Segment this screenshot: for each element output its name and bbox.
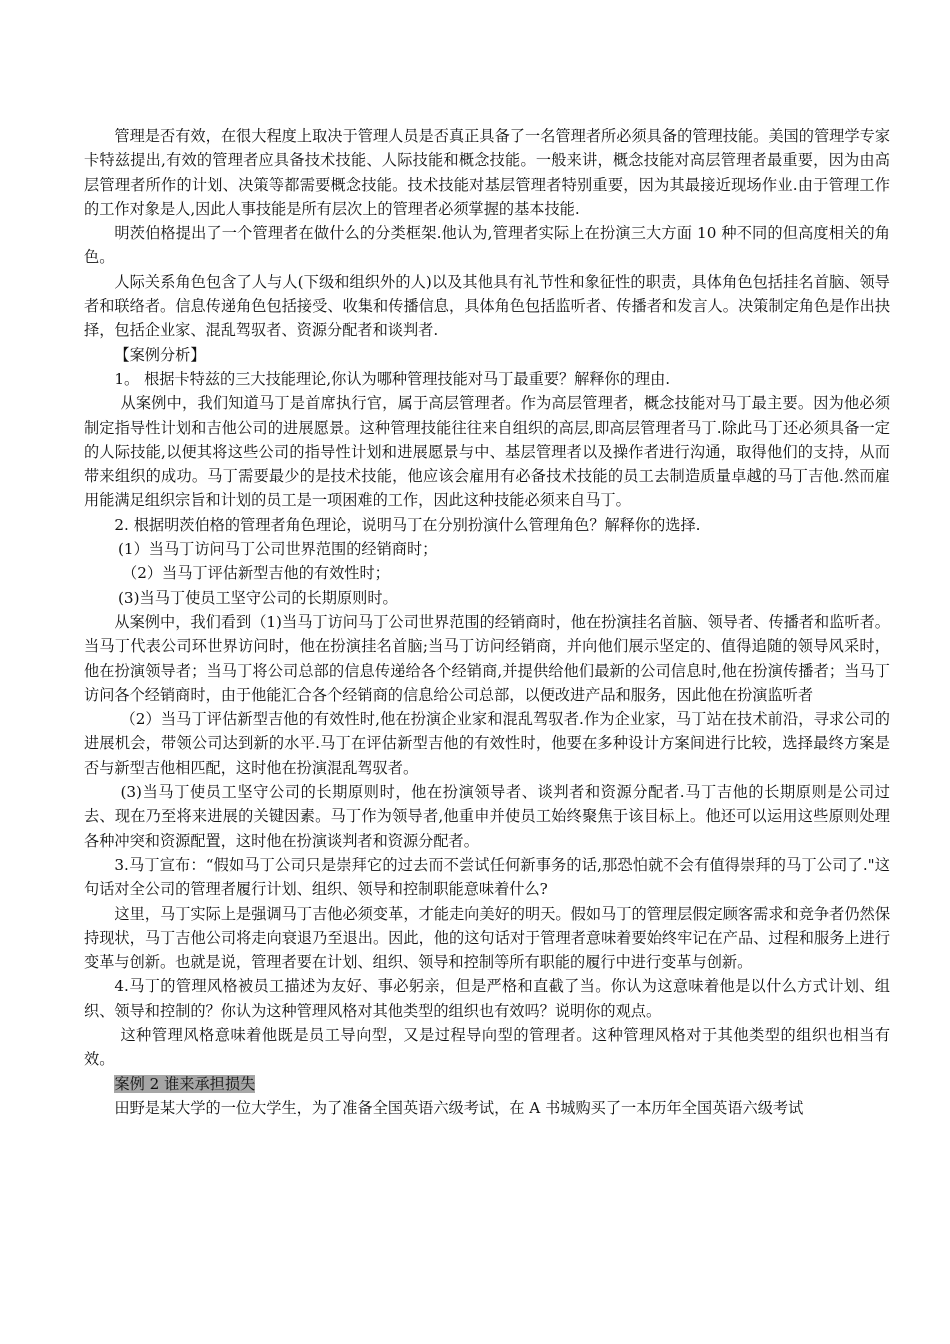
answer-2-part-3: (3)当马丁使员工坚守公司的长期原则时，他在扮演领导者、谈判者和资源分配者.马丁吉他的长期原则是公司过去、现在乃至将来进展的关键因素。马丁作为领导者,他重申并使员工始终聚焦于该目标上。他还可以运用这些原则处理各种冲突和资源配置，这时他在扮演谈判者和资源分配者。 [84, 783, 890, 850]
paragraph-management-skills: 管理是否有效，在很大程度上取决于管理人员是否真正具备了一名管理者所必须具备的管理技能。美国的管理学专家卡特兹提出,有效的管理者应具备技术技能、人际技能和概念技能。一般来讲，概念技能对高层管理者最重要，因为由高层管理者所作的计划、决策等都需要概念技能。技术技能对基层管理者特别重要，因为其最接近现场作业.由于管理工作的工作对象是人,因此人事技能是所有层次上的管理者必须掌握的基本技能. [84, 127, 890, 218]
question-1: 1。 根据卡特兹的三大技能理论,你认为哪种管理技能对马丁最重要？解释你的理由. [114, 369, 671, 388]
case-2-paragraph: 田野是某大学的一位大学生，为了准备全国英语六级考试，在 A 书城购买了一本历年全国英语六级考试 [114, 1098, 804, 1117]
paragraph-mintzberg-framework: 明茨伯格提出了一个管理者在做什么的分类框架.他认为,管理者实际上在扮演三大方面 10 种不同的但高度相关的角色。 [84, 224, 890, 267]
question-2-item-1: (1）当马丁访问马丁公司世界范围的经销商时； [118, 540, 438, 559]
answer-3: 这里，马丁实际上是强调马丁吉他必须变革，才能走向美好的明天。假如马丁的管理层假定顾客需求和竞争者仍然保持现状，马丁吉他公司将走向衰退乃至退出。因此，他的这句话对于管理者意味着要始终牢记在产品、过程和服务上进行变革与创新。也就是说，管理者要在计划、组织、领导和控制等所有职能的履行中进行变革与创新。 [84, 904, 890, 972]
document-page [84, 124, 890, 1120]
case-2-heading: 案例 2 谁来承担损失 [114, 1074, 256, 1093]
answer-1: 从案例中，我们知道马丁是首席执行官，属于高层管理者。作为高层管理者，概念技能对马丁最主要。因为他必须制定指导性计划和吉他公司的进展愿景。这种管理技能往往来自组织的高层,即高层管理者马丁.除此马丁还必须具备一定的人际技能,以便其将这些公司的指导性计划和进展愿景与中、基层管理者以及操作者进行沟通，取得他们的支持，从而带来组织的成功。马丁需要最少的是技术技能，他应该会雇用有必备技术技能的员工去制造质量卓越的马丁吉他.然而雇用能满足组织宗旨和计划的员工是一项困难的工作，因此这种技能必须来自马丁。 [84, 394, 890, 510]
question-4: 4.马丁的管理风格被员工描述为友好、事必躬亲，但是严格和直截了当。你认为这意味着他是以什么方式计划、组织、领导和控制的？你认为这种管理风格对其他类型的组织也有效吗？说明你的观点。 [84, 977, 890, 1020]
answer-4: 这种管理风格意味着他既是员工导向型，又是过程导向型的管理者。这种管理风格对于其他类型的组织也相当有效。 [84, 1025, 890, 1069]
case-analysis-heading: 【案例分析】 [114, 345, 206, 364]
question-2: 2. 根据明茨伯格的管理者角色理论，说明马丁在分别扮演什么管理角色？解释你的选择. [114, 515, 701, 534]
case-2-heading-line [84, 1072, 890, 1096]
question-2-item-3: (3)当马丁使员工坚守公司的长期原则时。 [118, 588, 398, 607]
question-2-item-2: （2）当马丁评估新型吉他的有效性时； [122, 564, 390, 583]
paragraph-roles: 人际关系角色包含了人与人(下级和组织外的人)以及其他具有礼节性和象征性的职责，具体角色包括挂名首脑、领导者和联络者。信息传递角色包括接受、收集和传播信息，具体角色包括监听者、传播者和发言人。决策制定角色是作出抉择，包括企业家、混乱驾驭者、资源分配者和谈判者. [84, 272, 890, 340]
question-3: 3.马丁宣布：“假如马丁公司只是崇拜它的过去而不尝试任何新事务的话,那恐怕就不会有值得崇拜的马丁公司了."这句话对全公司的管理者履行计划、组织、领导和控制职能意味着什么? [84, 855, 890, 899]
answer-2-part-1: 从案例中，我们看到（1)当马丁访问马丁公司世界范围的经销商时，他在扮演挂名首脑、领导者、传播者和监听者。当马丁代表公司环世界访问时，他在扮演挂名首脑;当马丁访问经销商，并向他们展示坚定的、值得追随的领导风采时，他在扮演领导者；当马丁将公司总部的信息传递给各个经销商,并提供给他们最新的公司信息时,他在扮演传播者；当马丁访问各个经销商时，由于他能汇合各个经销商的信息给公司总部，以便改进产品和服务，因此他在扮演监听者 [84, 612, 890, 704]
answer-2-part-2: （2）当马丁评估新型吉他的有效性时,他在扮演企业家和混乱驾驭者.作为企业家，马丁站在技术前沿，寻求公司的进展机会，带领公司达到新的水平.马丁在评估新型吉他的有效性时，他要在多种设计方案间进行比较，选择最终方案是否与新型吉他相匹配，这时他在扮演混乱驾驭者。 [84, 710, 890, 777]
